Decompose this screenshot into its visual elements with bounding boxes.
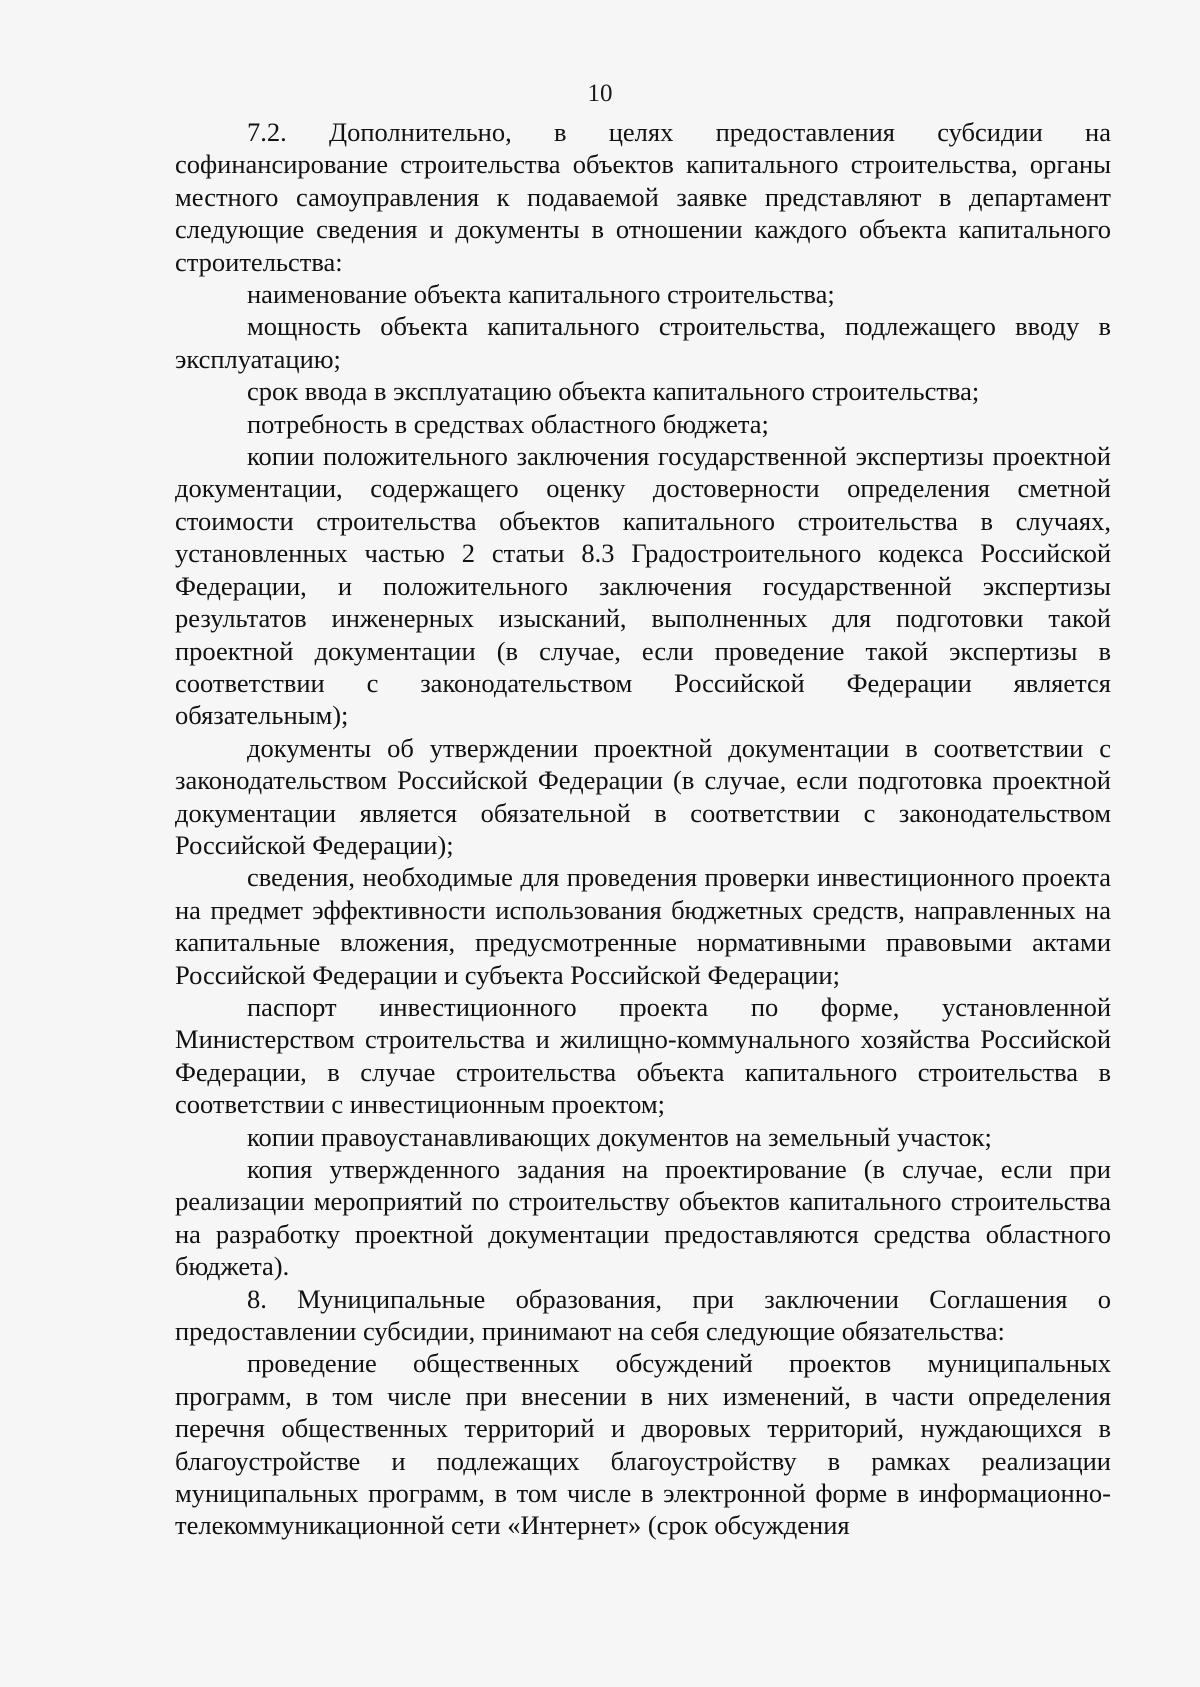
paragraph: потребность в средствах областного бюджета; bbox=[247, 408, 769, 439]
paragraph: 8. Муниципальные образования, при заключении Соглашения о предоставлении субсидии, принимают на себя следующие обязательства: bbox=[175, 1283, 1111, 1347]
paragraph: паспорт инвестиционного проекта по форме, установленной Министерством строительства и жилищно-коммунального хозяйства Российской Федерации, в случае строительства объекта капитального строительства в соответствии с инвестиционным проектом; bbox=[175, 991, 1111, 1120]
paragraph: копия утвержденного задания на проектирование (в случае, если при реализации мероприятий по строительству объектов капитального строительства на разработку проектной документации предоставляются средства областного бюджета). bbox=[175, 1154, 1111, 1282]
paragraph: проведение общественных обсуждений проектов муниципальных программ, в том числе при внесении в них изменений, в части определения перечня общественных территорий и дворовых территорий, нуждающихся в благоустройстве и подлежащих благоустройству в рамках реализации муниципальных программ, в том числе в электронной форме в информационно-телекоммуникационной сети «Интернет» (срок обсуждения bbox=[175, 1348, 1111, 1541]
paragraph: мощность объекта капитального строительства, подлежащего вводу в эксплуатацию; bbox=[175, 311, 1111, 374]
paragraph: копии положительного заключения государственной экспертизы проектной документации, содержащего оценку достоверности определения сметной стоимости строительства объектов капитального строительства в случаях, установленных частью 2 статьи 8.3 Градостроительного кодекса Российской Федерации, и положительного заключения государственной экспертизы результатов инженерных изысканий, выполненных для подготовки такой проектной документации (в случае, если проведение такой экспертизы в соответствии с законодательством Российской Федерации является обязательным); bbox=[175, 441, 1111, 731]
document-body bbox=[175, 116, 1111, 1542]
page-number: 10 bbox=[587, 80, 613, 107]
paragraph: документы об утверждении проектной документации в соответствии с законодательством Российской Федерации (в случае, если подготовка проектной документации является обязательной в соответствии с законодательством Российской Федерации); bbox=[175, 732, 1111, 860]
paragraph: наименование объекта капитального строительства; bbox=[247, 279, 835, 310]
paragraph: копии правоустанавливающих документов на земельный участок; bbox=[247, 1121, 992, 1152]
paragraph: сведения, необходимые для проведения проверки инвестиционного проекта на предмет эффективности использования бюджетных средств, направленных на капитальные вложения, предусмотренные нормативными правовыми актами Российской Федерации и субъекта Российской Федерации; bbox=[175, 862, 1111, 990]
paragraph: 7.2. Дополнительно, в целях предоставления субсидии на софинансирование строительства объектов капитального строительства, органы местного самоуправления к подаваемой заявке представляют в департамент следующие сведения и документы в отношении каждого объекта капитального строительства: bbox=[175, 117, 1111, 277]
paragraph: срок ввода в эксплуатацию объекта капитального строительства; bbox=[247, 376, 980, 407]
